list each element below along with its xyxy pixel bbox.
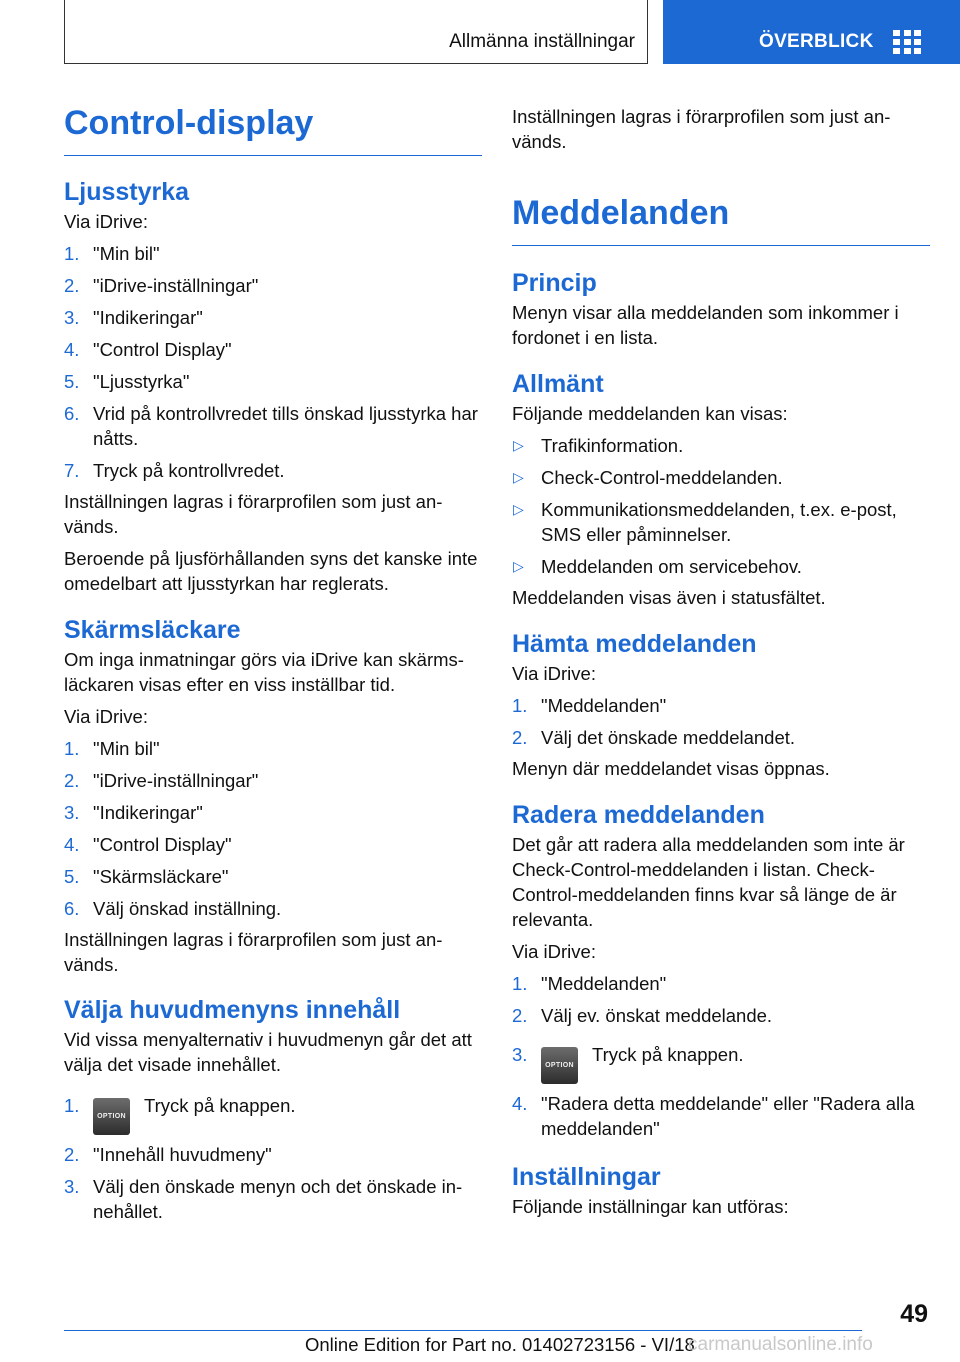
delete-via: Via iDrive: — [512, 941, 596, 962]
bullet-icon: ▷ — [513, 469, 524, 485]
heading-delete: Radera meddelanden — [512, 801, 765, 829]
list-item — [64, 832, 482, 857]
heading-fetch: Hämta meddelanden — [512, 630, 757, 658]
option-button-icon: OPTION — [541, 1047, 578, 1084]
list-item — [64, 800, 482, 825]
list-item — [64, 1174, 482, 1224]
step-number: 6. — [64, 898, 80, 919]
watermark: carmanualsonline.info — [688, 1334, 873, 1355]
step-number: 1. — [512, 973, 528, 994]
brightness-steps — [64, 241, 482, 483]
step-text: Tryck på knappen. — [592, 1044, 744, 1065]
bullet-icon: ▷ — [513, 558, 524, 574]
step-number: 3. — [512, 1044, 528, 1065]
bullet-icon: ▷ — [513, 501, 524, 517]
step-number: 7. — [64, 460, 80, 481]
step-text: "Ljusstyrka" — [93, 371, 190, 392]
step-number: 1. — [512, 695, 528, 716]
step-text: "Indikeringar" — [93, 802, 203, 823]
step-text: "Control Display" — [93, 834, 232, 855]
bullet-text: Kommunikationsmeddelanden, t.ex. e-post, SMS eller påminnelser. — [541, 499, 897, 545]
delete-steps — [512, 971, 930, 1141]
list-item — [64, 241, 482, 266]
heading-main-menu: Välja huvudmenyns innehåll — [64, 996, 401, 1024]
step-text: "iDrive-inställningar" — [93, 275, 259, 296]
general-outro: Meddelanden visas även i statusfältet. — [512, 587, 826, 608]
step-text: Välj ev. önskat meddelande. — [541, 1005, 773, 1026]
list-item — [64, 768, 482, 793]
page-number: 49 — [900, 1300, 928, 1328]
list-item — [64, 305, 482, 330]
step-number: 3. — [64, 1176, 80, 1197]
heading-principle: Princip — [512, 269, 597, 297]
step-number: 2. — [64, 275, 80, 296]
left-column — [64, 0, 482, 1224]
right-column — [512, 0, 930, 1219]
list-item — [64, 864, 482, 889]
list-item — [512, 465, 930, 490]
step-text: "Skärmsläckare" — [93, 866, 229, 887]
heading-brightness: Ljusstyrka — [64, 178, 190, 206]
screensaver-via: Via iDrive: — [64, 706, 148, 727]
step-number: 1. — [64, 243, 80, 264]
main-menu-steps — [64, 1093, 482, 1224]
list-item — [512, 725, 930, 750]
step-text: Välj önskad inställning. — [93, 898, 282, 919]
list-item — [512, 554, 930, 579]
step-text: "Min bil" — [93, 738, 160, 759]
step-number: 5. — [64, 371, 80, 392]
list-item — [512, 693, 930, 718]
delete-intro: Det går att radera alla meddelanden som inte är Check-Control-meddelanden i listan. Check-Control-meddelanden finns kvar så länge de är relevanta. — [512, 834, 905, 930]
step-text: Välj det önskade meddelandet. — [541, 727, 796, 748]
step-number: 4. — [64, 339, 80, 360]
list-item — [64, 896, 482, 921]
screensaver-note: Inställningen lagras i förarprofilen som just an-vänds. — [64, 929, 443, 975]
overview-label: ÖVERBLICK — [759, 31, 874, 52]
step-text: "Meddelanden" — [541, 973, 667, 994]
edition-text: Online Edition for Part no. 01402723156 - VI/18 — [305, 1334, 695, 1355]
general-intro: Följande meddelanden kan visas: — [512, 403, 788, 424]
heading-general: Allmänt — [512, 370, 604, 398]
list-item — [64, 369, 482, 394]
step-number: 5. — [64, 866, 80, 887]
screensaver-intro: Om inga inmatningar görs via iDrive kan skärms-läckaren visas efter en viss inställbar tid. — [64, 649, 464, 695]
step-text: "Min bil" — [93, 243, 160, 264]
step-text: Tryck på knappen. — [144, 1095, 296, 1116]
footer-rule — [64, 1330, 862, 1331]
list-item — [64, 273, 482, 298]
list-item — [512, 1042, 930, 1084]
step-number: 3. — [64, 802, 80, 823]
brightness-note-2: Beroende på ljusförhållanden syns det kanske inte omedelbart att ljusstyrkan har reglerats. — [64, 548, 478, 594]
heading-screensaver: Skärmsläckare — [64, 616, 241, 644]
brightness-note-1: Inställningen lagras i förarprofilen som just an-vänds. — [64, 491, 443, 537]
step-number: 4. — [512, 1093, 528, 1114]
list-item — [512, 1003, 930, 1028]
list-item — [64, 1142, 482, 1167]
list-item — [512, 497, 930, 547]
message-types-list — [512, 433, 930, 579]
list-item — [64, 401, 482, 451]
step-text: Vrid på kontrollvredet tills önskad ljusstyrka har nåtts. — [93, 403, 478, 449]
step-text: "Meddelanden" — [541, 695, 667, 716]
bullet-text: Meddelanden om servicebehov. — [541, 556, 802, 577]
step-number: 2. — [512, 727, 528, 748]
principle-text: Menyn visar alla meddelanden som inkommer i fordonet i en lista. — [512, 302, 899, 348]
step-number: 2. — [64, 1144, 80, 1165]
step-number: 1. — [64, 1095, 80, 1116]
brightness-via: Via iDrive: — [64, 211, 148, 232]
step-text: "iDrive-inställningar" — [93, 770, 259, 791]
fetch-via: Via iDrive: — [512, 663, 596, 684]
bullet-icon: ▷ — [513, 437, 524, 453]
list-item — [512, 1091, 930, 1141]
page-title: Control-display — [64, 104, 314, 142]
fetch-steps — [512, 693, 930, 750]
fetch-outro: Menyn där meddelandet visas öppnas. — [512, 758, 830, 779]
step-number: 3. — [64, 307, 80, 328]
list-item — [64, 1093, 482, 1135]
bullet-text: Check-Control-meddelanden. — [541, 467, 783, 488]
step-text: "Innehåll huvudmeny" — [93, 1144, 272, 1165]
step-text: "Radera detta meddelande" eller "Radera alla meddelanden" — [541, 1093, 915, 1139]
step-number: 2. — [512, 1005, 528, 1026]
step-text: Välj den önskade menyn och det önskade in-nehållet. — [93, 1176, 463, 1222]
step-number: 6. — [64, 403, 80, 424]
settings-intro: Följande inställningar kan utföras: — [512, 1196, 789, 1217]
list-item — [64, 458, 482, 483]
section-title-messages: Meddelanden — [512, 194, 730, 232]
main-menu-intro: Vid vissa menyalternativ i huvudmenyn går det att välja det visade innehållet. — [64, 1029, 472, 1075]
step-text: Tryck på kontrollvredet. — [93, 460, 285, 481]
heading-settings: Inställningar — [512, 1163, 661, 1191]
option-button-icon: OPTION — [93, 1098, 130, 1135]
list-item — [512, 971, 930, 996]
list-item — [64, 337, 482, 362]
list-item — [64, 736, 482, 761]
bullet-text: Trafikinformation. — [541, 435, 684, 456]
step-number: 4. — [64, 834, 80, 855]
step-number: 1. — [64, 738, 80, 759]
header-section-title: Allmänna inställningar — [449, 31, 635, 52]
carryover-text: Inställningen lagras i förarprofilen som just an-vänds. — [512, 106, 891, 152]
step-number: 2. — [64, 770, 80, 791]
list-item — [512, 433, 930, 458]
screensaver-steps — [64, 736, 482, 921]
step-text: "Indikeringar" — [93, 307, 203, 328]
step-text: "Control Display" — [93, 339, 232, 360]
